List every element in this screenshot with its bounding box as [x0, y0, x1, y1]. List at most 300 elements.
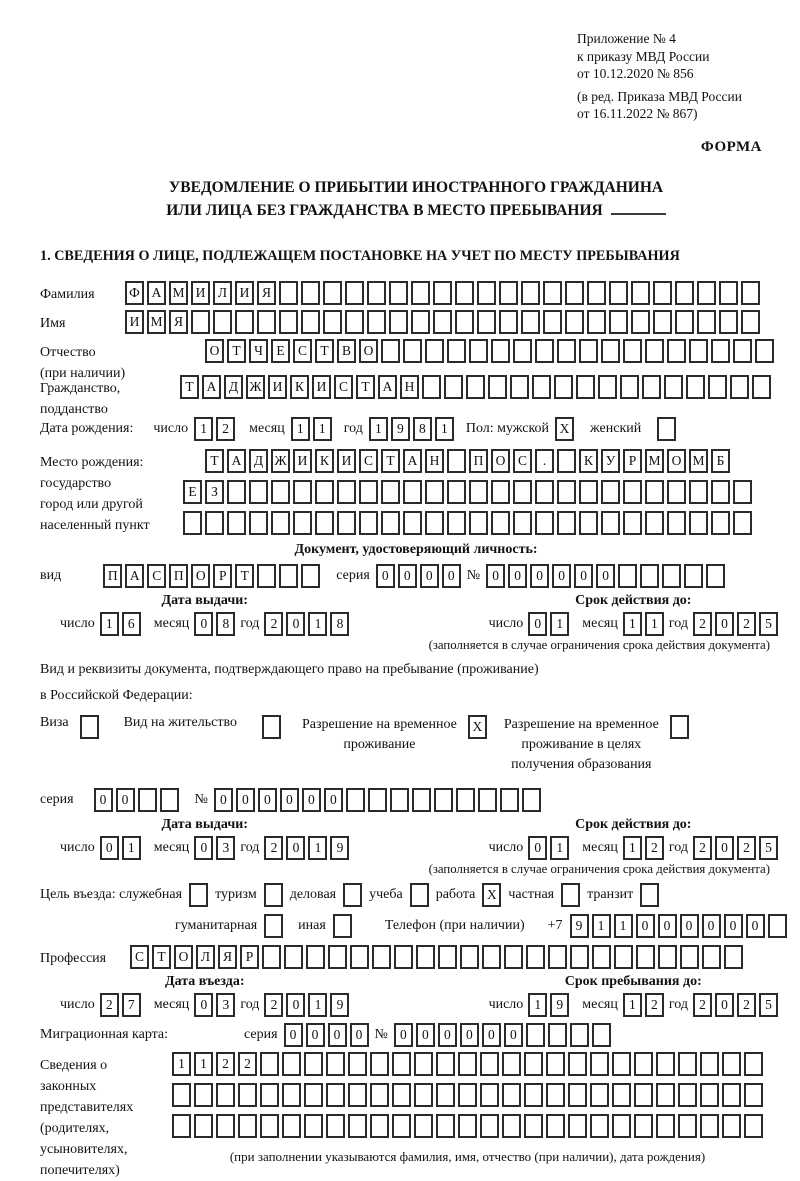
patronymic-cell[interactable]: [381, 339, 400, 363]
profession-cell[interactable]: Л: [196, 945, 215, 969]
birthplace-line3-cell[interactable]: [183, 511, 202, 535]
entry-day[interactable]: [100, 993, 141, 1017]
resdoc-valid-year[interactable]: [693, 836, 778, 860]
doc-number-cell[interactable]: [684, 564, 703, 588]
resdoc-number-cell[interactable]: [478, 788, 497, 812]
birthplace-line3-cell[interactable]: [205, 511, 224, 535]
entry-year[interactable]: [264, 993, 349, 1017]
citizenship-cell[interactable]: К: [290, 375, 309, 399]
representatives-line2-cell[interactable]: [326, 1083, 345, 1107]
birthplace-line3-cell[interactable]: [513, 511, 532, 535]
migcard-number-cell[interactable]: 0: [504, 1023, 523, 1047]
patronymic-cell[interactable]: Т: [227, 339, 246, 363]
patronymic-cell[interactable]: О: [359, 339, 378, 363]
surname-cell[interactable]: И: [235, 281, 254, 305]
resdoc-issue-month-cell[interactable]: 0: [194, 836, 213, 860]
firstname-cell[interactable]: [389, 310, 408, 334]
birthplace-line3-cell[interactable]: [425, 511, 444, 535]
citizenship-cell[interactable]: [576, 375, 595, 399]
representatives-line1-cell[interactable]: [634, 1052, 653, 1076]
doc-issue-year-cell[interactable]: 2: [264, 612, 283, 636]
birthplace-line3-cell[interactable]: [227, 511, 246, 535]
surname-cell[interactable]: [609, 281, 628, 305]
resdoc-series-cell[interactable]: [160, 788, 179, 812]
entry-month-cell[interactable]: 0: [194, 993, 213, 1017]
firstname-cell[interactable]: [631, 310, 650, 334]
representatives-line3-cell[interactable]: [744, 1114, 763, 1138]
patronymic-cell[interactable]: Ч: [249, 339, 268, 363]
doc-number-cell[interactable]: 0: [508, 564, 527, 588]
surname-cell[interactable]: [675, 281, 694, 305]
representatives-line2-cell[interactable]: [348, 1083, 367, 1107]
stay-day-cell[interactable]: 1: [528, 993, 547, 1017]
edu-residence-checkbox[interactable]: [670, 715, 689, 739]
representatives-line2-cell[interactable]: [458, 1083, 477, 1107]
migcard-series-cell[interactable]: 0: [350, 1023, 369, 1047]
firstname-cell[interactable]: [697, 310, 716, 334]
citizenship-cell[interactable]: Ж: [246, 375, 265, 399]
doc-number-cell[interactable]: [618, 564, 637, 588]
firstname-cell[interactable]: [741, 310, 760, 334]
patronymic-cell[interactable]: [755, 339, 774, 363]
birthplace-line3-cell[interactable]: [469, 511, 488, 535]
profession-cell[interactable]: Р: [240, 945, 259, 969]
birthplace-line3-cell[interactable]: [535, 511, 554, 535]
birthplace-line3-cell[interactable]: [403, 511, 422, 535]
representatives-line3-cell[interactable]: [216, 1114, 235, 1138]
firstname-cell[interactable]: [719, 310, 738, 334]
resdoc-valid-month-cell[interactable]: 1: [623, 836, 642, 860]
doc-valid-year-cell[interactable]: 5: [759, 612, 778, 636]
resdoc-number-cell[interactable]: [412, 788, 431, 812]
birthplace-line1-cell[interactable]: А: [227, 449, 246, 473]
phone-number-cell[interactable]: 0: [658, 914, 677, 938]
representatives-line1-cell[interactable]: [480, 1052, 499, 1076]
doc-issue-month-cell[interactable]: 8: [216, 612, 235, 636]
patronymic-cell[interactable]: О: [205, 339, 224, 363]
representatives-line1-cell[interactable]: [700, 1052, 719, 1076]
doc-number-cell[interactable]: 0: [486, 564, 505, 588]
doc-valid-month-cell[interactable]: 1: [623, 612, 642, 636]
firstname-cell[interactable]: [345, 310, 364, 334]
resdoc-issue-year[interactable]: [264, 836, 349, 860]
citizenship-cell[interactable]: [686, 375, 705, 399]
doc-valid-month-cell[interactable]: 1: [645, 612, 664, 636]
representatives-line3-cell[interactable]: [304, 1114, 323, 1138]
stay-day-cell[interactable]: 9: [550, 993, 569, 1017]
representatives-line3-cell[interactable]: [348, 1114, 367, 1138]
purpose-official-checkbox[interactable]: [189, 883, 208, 907]
resdoc-number-cell[interactable]: 0: [280, 788, 299, 812]
patronymic-cell[interactable]: Е: [271, 339, 290, 363]
resdoc-valid-day-cell[interactable]: 0: [528, 836, 547, 860]
resdoc-valid-day-cell[interactable]: 1: [550, 836, 569, 860]
birthplace-line1-cell[interactable]: К: [579, 449, 598, 473]
profession-cell[interactable]: [460, 945, 479, 969]
representatives-line2-cell[interactable]: [480, 1083, 499, 1107]
birth-year-cell[interactable]: 1: [435, 417, 454, 441]
citizenship-cell[interactable]: [664, 375, 683, 399]
patronymic-cell[interactable]: [425, 339, 444, 363]
firstname-cell[interactable]: [543, 310, 562, 334]
patronymic-cell[interactable]: [557, 339, 576, 363]
firstname-cell[interactable]: [609, 310, 628, 334]
citizenship-cell[interactable]: И: [268, 375, 287, 399]
resdoc-number-cell[interactable]: 0: [236, 788, 255, 812]
resdoc-number-cell[interactable]: [346, 788, 365, 812]
birthplace-line1-cell[interactable]: [447, 449, 466, 473]
surname-cell[interactable]: А: [147, 281, 166, 305]
migcard-number-cell[interactable]: 0: [394, 1023, 413, 1047]
entry-year-cell[interactable]: 2: [264, 993, 283, 1017]
birth-month-cell[interactable]: 1: [291, 417, 310, 441]
surname-cell[interactable]: [719, 281, 738, 305]
profession-cell[interactable]: [306, 945, 325, 969]
resdoc-issue-month-cell[interactable]: 3: [216, 836, 235, 860]
stay-year-cell[interactable]: 2: [737, 993, 756, 1017]
birthplace-line3-cell[interactable]: [249, 511, 268, 535]
birth-day-cell[interactable]: 2: [216, 417, 235, 441]
patronymic-cell[interactable]: [623, 339, 642, 363]
representatives-line1-cell[interactable]: [370, 1052, 389, 1076]
representatives-line1-cell[interactable]: [744, 1052, 763, 1076]
purpose-tourism-checkbox-cell[interactable]: [264, 883, 283, 907]
profession-cell[interactable]: [636, 945, 655, 969]
doc-issue-day[interactable]: [100, 612, 141, 636]
representatives-line3-cell[interactable]: [524, 1114, 543, 1138]
birthplace-line3-cell[interactable]: [645, 511, 664, 535]
resdoc-number-cell[interactable]: 0: [324, 788, 343, 812]
resdoc-valid-year-cell[interactable]: 5: [759, 836, 778, 860]
birthplace-line3-cell[interactable]: [623, 511, 642, 535]
representatives-line1[interactable]: [172, 1052, 763, 1076]
representatives-line2-cell[interactable]: [194, 1083, 213, 1107]
representatives-line2-cell[interactable]: [744, 1083, 763, 1107]
birth-year-cell[interactable]: 1: [369, 417, 388, 441]
firstname[interactable]: [125, 310, 760, 334]
birthplace-line2-cell[interactable]: З: [205, 480, 224, 504]
representatives-line2-cell[interactable]: [216, 1083, 235, 1107]
birthplace-line3-cell[interactable]: [689, 511, 708, 535]
representatives-line1-cell[interactable]: [326, 1052, 345, 1076]
profession-cell[interactable]: [504, 945, 523, 969]
birth-year-cell[interactable]: 9: [391, 417, 410, 441]
birthplace-line3[interactable]: [183, 511, 752, 535]
citizenship-cell[interactable]: Т: [180, 375, 199, 399]
representatives-line3-cell[interactable]: [590, 1114, 609, 1138]
firstname-cell[interactable]: [587, 310, 606, 334]
phone-number-cell[interactable]: 0: [636, 914, 655, 938]
birthplace-line2-cell[interactable]: [249, 480, 268, 504]
birth-year[interactable]: [369, 417, 454, 441]
birthplace-line1-cell[interactable]: Н: [425, 449, 444, 473]
phone-number-cell[interactable]: 0: [724, 914, 743, 938]
doc-issue-day-cell[interactable]: 1: [100, 612, 119, 636]
citizenship-cell[interactable]: [730, 375, 749, 399]
representatives-line1-cell[interactable]: 2: [238, 1052, 257, 1076]
stay-month-cell[interactable]: 1: [623, 993, 642, 1017]
purpose-other-checkbox[interactable]: [333, 914, 352, 938]
citizenship-cell[interactable]: И: [312, 375, 331, 399]
birthplace-line3-cell[interactable]: [315, 511, 334, 535]
resdoc-valid-year-cell[interactable]: 2: [737, 836, 756, 860]
birthplace-line1-cell[interactable]: П: [469, 449, 488, 473]
profession-cell[interactable]: Т: [152, 945, 171, 969]
patronymic-cell[interactable]: В: [337, 339, 356, 363]
surname-cell[interactable]: [323, 281, 342, 305]
resdoc-series[interactable]: [94, 788, 179, 812]
doc-type-cell[interactable]: П: [103, 564, 122, 588]
phone-number-cell[interactable]: 9: [570, 914, 589, 938]
phone-number-cell[interactable]: 1: [614, 914, 633, 938]
doc-valid-year-cell[interactable]: 0: [715, 612, 734, 636]
representatives-line1-cell[interactable]: [722, 1052, 741, 1076]
profession-cell[interactable]: О: [174, 945, 193, 969]
purpose-humanitarian-checkbox[interactable]: [264, 914, 283, 938]
representatives-line2-cell[interactable]: [656, 1083, 675, 1107]
gender-female-checkbox[interactable]: [657, 417, 676, 441]
resdoc-number-cell[interactable]: [434, 788, 453, 812]
doc-valid-day[interactable]: [528, 612, 569, 636]
profession-cell[interactable]: [526, 945, 545, 969]
doc-number-cell[interactable]: 0: [552, 564, 571, 588]
firstname-cell[interactable]: [521, 310, 540, 334]
patronymic-cell[interactable]: [535, 339, 554, 363]
representatives-line3-cell[interactable]: [678, 1114, 697, 1138]
birthplace-line1-cell[interactable]: С: [513, 449, 532, 473]
surname-cell[interactable]: [587, 281, 606, 305]
representatives-line3-cell[interactable]: [392, 1114, 411, 1138]
resdoc-issue-month[interactable]: [194, 836, 235, 860]
temp-residence-checkbox[interactable]: [468, 715, 487, 739]
birthplace-line1-cell[interactable]: У: [601, 449, 620, 473]
representatives-line2-cell[interactable]: [370, 1083, 389, 1107]
doc-type-cell[interactable]: О: [191, 564, 210, 588]
surname-cell[interactable]: [477, 281, 496, 305]
doc-valid-day-cell[interactable]: 0: [528, 612, 547, 636]
stay-month-cell[interactable]: 2: [645, 993, 664, 1017]
doc-issue-day-cell[interactable]: 6: [122, 612, 141, 636]
patronymic-cell[interactable]: [579, 339, 598, 363]
doc-issue-year-cell[interactable]: 8: [330, 612, 349, 636]
birthplace-line3-cell[interactable]: [579, 511, 598, 535]
representatives-line1-cell[interactable]: [524, 1052, 543, 1076]
migcard-number-cell[interactable]: [526, 1023, 545, 1047]
doc-type-cell[interactable]: А: [125, 564, 144, 588]
resdoc-number-cell[interactable]: 0: [214, 788, 233, 812]
resdoc-number[interactable]: [214, 788, 541, 812]
representatives-line1-cell[interactable]: [678, 1052, 697, 1076]
resdoc-valid-month-cell[interactable]: 2: [645, 836, 664, 860]
birthplace-line2-cell[interactable]: [469, 480, 488, 504]
profession-cell[interactable]: [284, 945, 303, 969]
surname-cell[interactable]: [697, 281, 716, 305]
firstname-cell[interactable]: [301, 310, 320, 334]
surname-cell[interactable]: [301, 281, 320, 305]
patronymic-cell[interactable]: [689, 339, 708, 363]
doc-issue-year-cell[interactable]: 1: [308, 612, 327, 636]
doc-number-cell[interactable]: 0: [530, 564, 549, 588]
resdoc-issue-year-cell[interactable]: 9: [330, 836, 349, 860]
purpose-work-checkbox[interactable]: [482, 883, 501, 907]
citizenship-cell[interactable]: [598, 375, 617, 399]
patronymic-cell[interactable]: [403, 339, 422, 363]
profession-cell[interactable]: [724, 945, 743, 969]
surname-cell[interactable]: [631, 281, 650, 305]
representatives-line3-cell[interactable]: [238, 1114, 257, 1138]
profession-cell[interactable]: [614, 945, 633, 969]
doc-number-cell[interactable]: 0: [574, 564, 593, 588]
birthplace-line2-cell[interactable]: [447, 480, 466, 504]
birth-day[interactable]: [194, 417, 235, 441]
representatives-line1-cell[interactable]: [502, 1052, 521, 1076]
birth-month[interactable]: [291, 417, 332, 441]
stay-month[interactable]: [623, 993, 664, 1017]
profession[interactable]: [130, 945, 743, 969]
resdoc-number-cell[interactable]: [456, 788, 475, 812]
birthplace-line1-cell[interactable]: [557, 449, 576, 473]
phone-number-cell[interactable]: 1: [592, 914, 611, 938]
purpose-work-checkbox-cell[interactable]: X: [482, 883, 501, 907]
representatives-line1-cell[interactable]: [348, 1052, 367, 1076]
gender-female-checkbox-cell[interactable]: [657, 417, 676, 441]
migcard-series-cell[interactable]: 0: [328, 1023, 347, 1047]
patronymic-cell[interactable]: [491, 339, 510, 363]
citizenship-cell[interactable]: Н: [400, 375, 419, 399]
birthplace-line2-cell[interactable]: [381, 480, 400, 504]
profession-cell[interactable]: [416, 945, 435, 969]
representatives-line1-cell[interactable]: [414, 1052, 433, 1076]
representatives-line1-cell[interactable]: [392, 1052, 411, 1076]
patronymic-cell[interactable]: [447, 339, 466, 363]
birthplace-line3-cell[interactable]: [447, 511, 466, 535]
resdoc-valid-year-cell[interactable]: 0: [715, 836, 734, 860]
surname-cell[interactable]: Ф: [125, 281, 144, 305]
surname-cell[interactable]: [433, 281, 452, 305]
stay-year-cell[interactable]: 2: [693, 993, 712, 1017]
citizenship-cell[interactable]: [510, 375, 529, 399]
stay-year-cell[interactable]: 0: [715, 993, 734, 1017]
representatives-line2-cell[interactable]: [172, 1083, 191, 1107]
citizenship-cell[interactable]: [752, 375, 771, 399]
migcard-number-cell[interactable]: 0: [460, 1023, 479, 1047]
purpose-tourism-checkbox[interactable]: [264, 883, 283, 907]
birthplace-line1-cell[interactable]: А: [403, 449, 422, 473]
resdoc-valid-month[interactable]: [623, 836, 664, 860]
citizenship-cell[interactable]: Д: [224, 375, 243, 399]
representatives-line3-cell[interactable]: [458, 1114, 477, 1138]
migcard-number-cell[interactable]: [570, 1023, 589, 1047]
entry-month-cell[interactable]: 3: [216, 993, 235, 1017]
patronymic-cell[interactable]: Т: [315, 339, 334, 363]
profession-cell[interactable]: [394, 945, 413, 969]
birth-year-cell[interactable]: 8: [413, 417, 432, 441]
citizenship-cell[interactable]: [642, 375, 661, 399]
birthplace-line1-cell[interactable]: Т: [381, 449, 400, 473]
doc-type[interactable]: [103, 564, 320, 588]
stay-year-cell[interactable]: 5: [759, 993, 778, 1017]
representatives-line1-cell[interactable]: [656, 1052, 675, 1076]
representatives-line1-cell[interactable]: [282, 1052, 301, 1076]
birth-day-cell[interactable]: 1: [194, 417, 213, 441]
birthplace-line2-cell[interactable]: [711, 480, 730, 504]
migcard-number-cell[interactable]: 0: [482, 1023, 501, 1047]
resdoc-number-cell[interactable]: [368, 788, 387, 812]
purpose-other-checkbox-cell[interactable]: [333, 914, 352, 938]
profession-cell[interactable]: [328, 945, 347, 969]
doc-valid-year[interactable]: [693, 612, 778, 636]
citizenship-cell[interactable]: [620, 375, 639, 399]
citizenship-cell[interactable]: С: [334, 375, 353, 399]
resdoc-issue-day-cell[interactable]: 1: [122, 836, 141, 860]
firstname-cell[interactable]: [411, 310, 430, 334]
migcard-number-cell[interactable]: 0: [438, 1023, 457, 1047]
representatives-line2-cell[interactable]: [260, 1083, 279, 1107]
citizenship-cell[interactable]: [554, 375, 573, 399]
entry-month[interactable]: [194, 993, 235, 1017]
representatives-line1-cell[interactable]: [590, 1052, 609, 1076]
representatives-line3-cell[interactable]: [260, 1114, 279, 1138]
doc-issue-month-cell[interactable]: 0: [194, 612, 213, 636]
representatives-line3-cell[interactable]: [568, 1114, 587, 1138]
surname-cell[interactable]: Л: [213, 281, 232, 305]
representatives-line2-cell[interactable]: [436, 1083, 455, 1107]
firstname-cell[interactable]: [257, 310, 276, 334]
birthplace-line3-cell[interactable]: [337, 511, 356, 535]
representatives-line2-cell[interactable]: [722, 1083, 741, 1107]
firstname-cell[interactable]: [235, 310, 254, 334]
birthplace-line2-cell[interactable]: [645, 480, 664, 504]
resdoc-series-cell[interactable]: 0: [94, 788, 113, 812]
birthplace-line1-cell[interactable]: Р: [623, 449, 642, 473]
surname-cell[interactable]: [411, 281, 430, 305]
birth-month-cell[interactable]: 1: [313, 417, 332, 441]
resdoc-number-cell[interactable]: [522, 788, 541, 812]
firstname-cell[interactable]: [653, 310, 672, 334]
profession-cell[interactable]: [548, 945, 567, 969]
migcard-series[interactable]: [284, 1023, 369, 1047]
entry-day-cell[interactable]: 2: [100, 993, 119, 1017]
firstname-cell[interactable]: М: [147, 310, 166, 334]
representatives-line3-cell[interactable]: [194, 1114, 213, 1138]
doc-series-cell[interactable]: 0: [398, 564, 417, 588]
birthplace-line3-cell[interactable]: [557, 511, 576, 535]
surname-cell[interactable]: Я: [257, 281, 276, 305]
purpose-private-checkbox[interactable]: [561, 883, 580, 907]
birthplace-line2-cell[interactable]: [667, 480, 686, 504]
temp-residence-checkbox-cell[interactable]: X: [468, 715, 487, 739]
purpose-official-checkbox-cell[interactable]: [189, 883, 208, 907]
migcard-number-cell[interactable]: [548, 1023, 567, 1047]
surname[interactable]: [125, 281, 760, 305]
birthplace-line2-cell[interactable]: [271, 480, 290, 504]
doc-type-cell[interactable]: [279, 564, 298, 588]
representatives-line2-cell[interactable]: [392, 1083, 411, 1107]
visa-checkbox-cell[interactable]: [80, 715, 99, 739]
residence-permit-checkbox[interactable]: [262, 715, 281, 739]
citizenship-cell[interactable]: А: [202, 375, 221, 399]
birthplace-line2-cell[interactable]: [337, 480, 356, 504]
entry-day-cell[interactable]: 7: [122, 993, 141, 1017]
representatives-line2-cell[interactable]: [568, 1083, 587, 1107]
resdoc-issue-day-cell[interactable]: 0: [100, 836, 119, 860]
citizenship-cell[interactable]: [708, 375, 727, 399]
surname-cell[interactable]: [499, 281, 518, 305]
birthplace-line2-cell[interactable]: Е: [183, 480, 202, 504]
citizenship-cell[interactable]: [466, 375, 485, 399]
profession-cell[interactable]: [350, 945, 369, 969]
birthplace-line2-cell[interactable]: [425, 480, 444, 504]
